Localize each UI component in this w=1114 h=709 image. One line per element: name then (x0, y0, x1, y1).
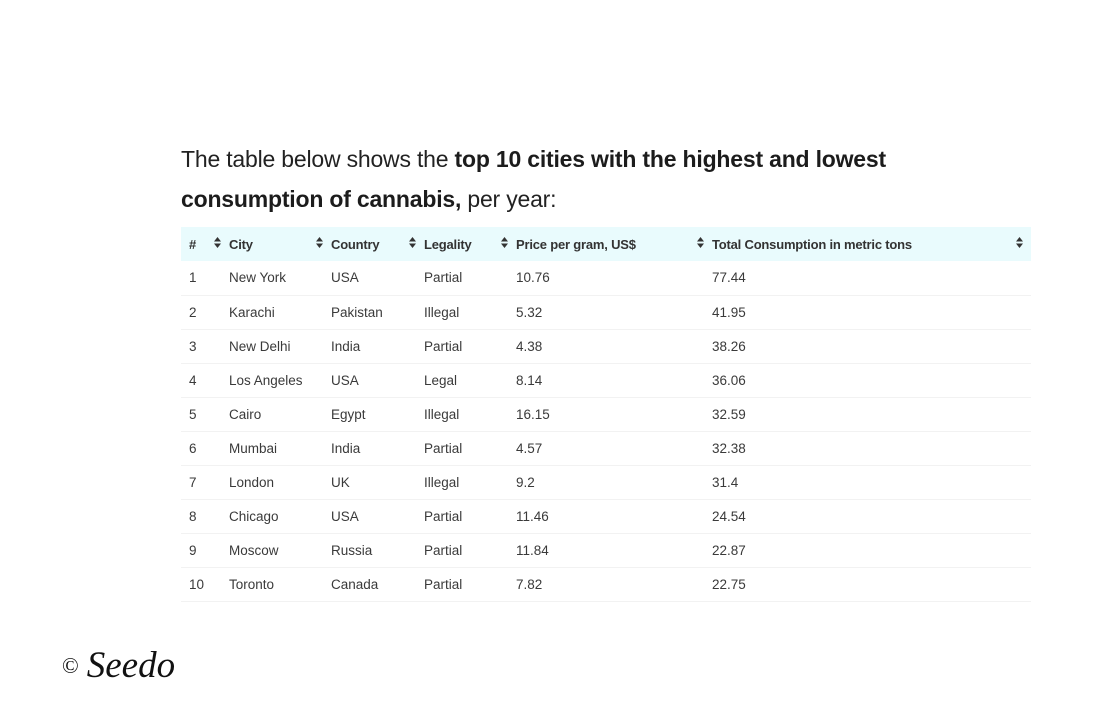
intro-text-start: The table below shows the (181, 146, 455, 172)
intro-text-end: per year: (461, 186, 557, 212)
table-row (181, 533, 1031, 567)
table-row (181, 329, 1031, 363)
column-header[interactable] (712, 227, 1031, 261)
sort-arrows-icon[interactable] (697, 237, 704, 251)
table-cell: USA (331, 508, 359, 524)
column-header-label: Country (331, 236, 380, 252)
table-cell: 7 (189, 474, 197, 490)
table-cell: Cairo (229, 406, 262, 422)
column-header[interactable] (424, 227, 516, 261)
table-cell: Toronto (229, 576, 275, 592)
table-cell: 11.84 (516, 542, 549, 558)
table-cell: 10 (189, 576, 205, 592)
table-cell: 8.14 (516, 372, 543, 388)
table-cell: 22.87 (712, 542, 746, 558)
table-cell: Egypt (331, 406, 366, 422)
table-cell: Partial (424, 542, 463, 558)
table-cell: Legal (424, 372, 458, 388)
table-row (181, 431, 1031, 465)
table-cell: 4.38 (516, 338, 543, 354)
table-row (181, 295, 1031, 329)
table-cell: 4.57 (516, 440, 543, 456)
cities-table (181, 227, 1031, 602)
table-cell: Canada (331, 576, 379, 592)
table-cell: 4 (189, 372, 197, 388)
table-cell: USA (331, 372, 359, 388)
copyright-owner: Seedo (86, 645, 176, 686)
table-cell: 16.15 (516, 406, 550, 422)
column-header-cell (516, 237, 712, 252)
table-cell: USA (331, 270, 359, 286)
column-header-cell (712, 237, 1031, 252)
table-cell: 31.4 (712, 474, 739, 490)
cities-table-container (181, 227, 1031, 602)
table-cell: 5 (189, 406, 197, 422)
table-cell: Partial (424, 508, 463, 524)
table-cell: Los Angeles (229, 372, 303, 388)
table-cell: Illegal (424, 406, 460, 422)
table-cell: 77.44 (712, 270, 746, 286)
column-header-cell (424, 237, 516, 252)
column-header[interactable] (181, 227, 229, 261)
table-row (181, 397, 1031, 431)
column-header-label: Price per gram, US$ (516, 236, 636, 252)
table-row (181, 567, 1031, 601)
table-row (181, 499, 1031, 533)
table-cell: 11.46 (516, 508, 549, 524)
table-cell: 24.54 (712, 508, 746, 524)
table-cell: Karachi (229, 304, 275, 320)
table-header-row (181, 227, 1031, 261)
table-cell: 38.26 (712, 338, 746, 354)
table-header (181, 227, 1031, 261)
column-header-label: Total Consumption in metric tons (712, 236, 912, 252)
column-header[interactable] (516, 227, 712, 261)
table-cell: Russia (331, 542, 373, 558)
table-row (181, 261, 1031, 295)
table-cell: 9 (189, 542, 197, 558)
table-cell: Partial (424, 440, 463, 456)
table-row (181, 363, 1031, 397)
table-cell: 2 (189, 304, 197, 320)
table-cell: 5.32 (516, 304, 543, 320)
table-cell: Mumbai (229, 440, 278, 456)
table-cell: 32.59 (712, 406, 746, 422)
column-header-label: # (189, 236, 197, 252)
column-header[interactable] (331, 227, 424, 261)
table-row (181, 465, 1031, 499)
table-cell: 6 (189, 440, 197, 456)
table-cell: 1 (189, 270, 197, 286)
sort-arrows-icon[interactable] (409, 237, 416, 251)
intro-paragraph (181, 139, 961, 219)
table-cell: 7.82 (516, 576, 543, 592)
sort-arrows-icon[interactable] (316, 237, 323, 251)
table-cell: 41.95 (712, 304, 746, 320)
table-cell: 10.76 (516, 270, 550, 286)
table-cell: Illegal (424, 304, 460, 320)
sort-arrows-icon[interactable] (1016, 237, 1023, 251)
copyright-notice (62, 644, 175, 687)
table-cell: Pakistan (331, 304, 383, 320)
column-header-cell (229, 237, 331, 252)
intro-text-bold: top 10 cities with the highest and lowest consumption of cannabis, (181, 146, 886, 212)
copyright-symbol: © (62, 653, 79, 678)
table-cell: UK (331, 474, 350, 490)
table-cell: Partial (424, 576, 463, 592)
column-header-cell (331, 237, 424, 252)
table-body (181, 261, 1031, 601)
column-header-cell (189, 237, 229, 252)
table-cell: New York (229, 270, 287, 286)
column-header-label: Legality (424, 236, 472, 252)
column-header-label: City (229, 236, 253, 252)
table-cell: Moscow (229, 542, 279, 558)
table-cell: 9.2 (516, 474, 535, 490)
table-cell: 36.06 (712, 372, 746, 388)
table-cell: Partial (424, 338, 463, 354)
sort-arrows-icon[interactable] (214, 237, 221, 251)
table-cell: India (331, 440, 361, 456)
table-cell: 3 (189, 338, 197, 354)
table-cell: London (229, 474, 275, 490)
sort-arrows-icon[interactable] (501, 237, 508, 251)
table-cell: Chicago (229, 508, 279, 524)
table-cell: 32.38 (712, 440, 746, 456)
table-cell: 8 (189, 508, 197, 524)
table-cell: Illegal (424, 474, 460, 490)
table-cell: 22.75 (712, 576, 746, 592)
table-cell: India (331, 338, 361, 354)
column-header[interactable] (229, 227, 331, 261)
table-cell: Partial (424, 270, 463, 286)
table-cell: New Delhi (229, 338, 291, 354)
